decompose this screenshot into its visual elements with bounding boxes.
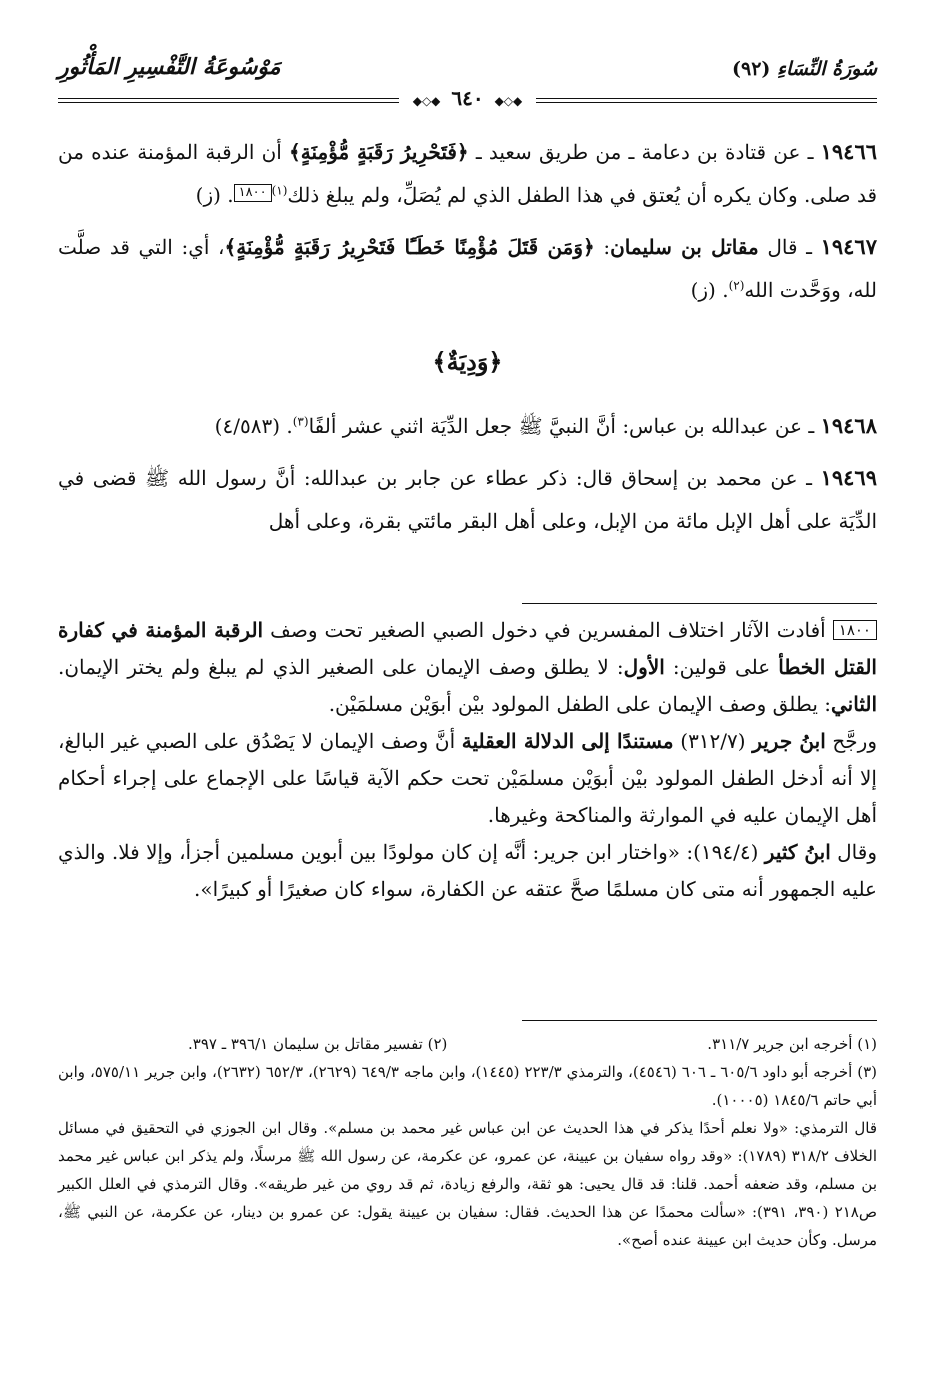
footnotes-separator xyxy=(522,1020,877,1021)
commentary-ref-box[interactable]: ١٨٠٠ xyxy=(234,184,272,202)
text-bold: مستندًا إلى الدلالة العقلية xyxy=(461,729,674,753)
narrator-name: مقاتل بن سليمان xyxy=(610,235,759,259)
commentary-number-box: ١٨٠٠ xyxy=(833,620,877,640)
quran-quote: ﴿فَتَحْرِيرُ رَقَبَةٍ مُّؤْمِنَةٍ﴾ xyxy=(289,140,469,164)
narration-19469 xyxy=(58,456,877,543)
section-title: ﴿وَدِيَةٌ﴾ xyxy=(432,347,503,376)
narration-19466 xyxy=(58,130,877,217)
text: . (٤/٥٨٣) xyxy=(214,414,293,438)
text: . (ز) xyxy=(690,278,729,302)
page-number xyxy=(399,86,537,110)
footnote-ref[interactable]: (٣) xyxy=(292,414,309,429)
text: ـ عن قتادة بن دعامة ـ من طريق سعيد ـ xyxy=(468,140,821,164)
footnote-row xyxy=(58,1030,877,1058)
text: (١٩٤/٤): «واختار ابن جرير: أنَّه إن كان مولودًا بين أبوين مسلمين أجزأ، وإلا فلا. والذي عليه الجمهور أنه متى كان مسلمًا صحَّ عتقه عن الكفارة، سواء كان صغيرًا أو كبيرًا». xyxy=(58,840,877,901)
narration-number: ١٩٤٦٦ xyxy=(820,139,878,164)
commentary-block xyxy=(58,612,877,908)
text: ، أي: التي قد صلَّت لله، ووَحَّدت الله xyxy=(58,235,877,302)
text: ورجَّح xyxy=(825,729,877,753)
footnote-ref[interactable]: (٢) xyxy=(728,278,745,293)
text: وقال xyxy=(830,840,877,864)
ornament-icon: ◆◇◆ xyxy=(412,94,441,108)
text-bold: ابنُ كثير xyxy=(764,840,831,864)
text: ـ قال xyxy=(758,235,821,259)
ornament-icon: ◆◇◆ xyxy=(494,94,523,108)
verse-number: (٩٢) xyxy=(731,58,771,80)
footnote-3-comment: قال الترمذي: «ولا نعلم أحدًا يذكر في هذا الحديث عن ابن عباس غير محمد بن مسلم». وقال ابن الجوزي في التحقيق في مسائل الخلاف ٣١٨/٢ (١٧٨٩): «وقد رواه سفيان بن عيينة، عن عمرو، عن عكرمة، عن رسول الله ﷺ مرسلًا، ولم يذكر ابن عباس غير محمد بن مسلم، وقد ضعفه أحمد. قلنا: قد قال يحيى: هو ثقة، والرفع زيادة، ثم قد روي من غير طريقه». وقال الترمذي في العلل الكبير ص٢١٨ (٣٩٠، ٣٩١): «سألت محمدًا عن هذا الحديث. فقال: سفيان بن عيينة يقول: عن عمرو بن دينار، عن عكرمة، عن النبي ﷺ، مرسل. وكأن حديث ابن عيينة عنده أصح». xyxy=(58,1119,877,1249)
narration-number: ١٩٤٦٧ xyxy=(820,234,877,259)
book-title: مَوْسُوعَةُ التَّفْسِيرِ المَأْثُورِ xyxy=(58,54,281,80)
footnote-2: (٢) تفسير مقاتل بن سليمان ٣٩٦/١ ـ ٣٩٧. xyxy=(188,1035,448,1053)
commentary-paragraph-1 xyxy=(58,612,877,723)
text: : يطلق وصف الإيمان على الطفل المولود بيْن أبوَيْن مسلمَيْن. xyxy=(328,692,831,716)
text: على قولين: xyxy=(664,655,779,679)
main-text xyxy=(58,130,877,551)
narration-number: ١٩٤٦٩ xyxy=(820,465,877,490)
commentary-separator xyxy=(522,603,877,604)
text-bold: الرقبة المؤمنة في كفارة القتل الخطأ xyxy=(58,618,877,679)
footnotes xyxy=(58,1030,877,1254)
surah-heading xyxy=(732,58,877,80)
commentary-paragraph-3 xyxy=(58,834,877,908)
text: أن الرقبة المؤمنة عنده من قد صلى. وكان يكره أن يُعتق في هذا الطفل الذي لم يُصَلِّ، ولم يبلغ ذلك xyxy=(58,140,877,207)
text: ـ عن محمد بن إسحاق قال: ذكر عطاء عن جابر بن عبدالله: أنَّ رسول الله ﷺ قضى في الدِّيَة على أهل الإبل مائة من الإبل، وعلى أهل البقر مائتي بقرة، وعلى أهل xyxy=(58,466,877,533)
text: : لا يطلق وصف الإيمان على الصغير الذي لم يبلغ ولم يختر الإيمان. xyxy=(58,655,624,679)
commentary-paragraph-2 xyxy=(58,723,877,834)
page-header xyxy=(58,40,877,110)
page-number-text: ٦٤٠ xyxy=(451,86,484,110)
footnote-1: (١) أخرجه ابن جرير ٣١١/٧. xyxy=(707,1035,877,1053)
text-bold: الأول xyxy=(623,655,665,679)
text: : xyxy=(594,235,611,259)
text: (٣١٢/٧) xyxy=(673,729,753,753)
narration-number: ١٩٤٦٨ xyxy=(820,413,877,438)
text-bold: ابنُ جرير xyxy=(752,729,826,753)
footnote-3: (٣) أخرجه أبو داود ٦٠٥/٦ ـ ٦٠٦ (٤٥٤٦)، والترمذي ٢٢٣/٣ (١٤٤٥)، وابن ماجه ٦٤٩/٣ (٢٦٢٩)، ٦٥٢/٣ (٢٦٣٢)، وابن جرير ٥٧٥/١١، وابن أبي حاتم ١٨٤٥/٦ (١٠٠٠٥). xyxy=(58,1063,877,1109)
text: . (ز) xyxy=(195,183,234,207)
quran-quote: ﴿وَمَن قَتَلَ مُؤْمِنًا خَطَـًٔا فَتَحْرِيرُ رَقَبَةٍ مُّؤْمِنَةٍ﴾ xyxy=(224,235,595,259)
text: أنَّ وصف الإيمان لا يَصْدُق على الصبي غير البالغ، إلا أنه أدخل الطفل المولود بيْن أبوَيْن مسلمَيْن تحت حكم الآية قياسًا على الإجماع على إجراء أحكام أهل الإيمان عليه في الموارثة والمناكحة وغيرها. xyxy=(58,729,877,827)
footnote-ref[interactable]: (١) xyxy=(271,183,288,198)
text: ـ عن عبدالله بن عباس: أنَّ النبيَّ ﷺ جعل الدِّيَة اثني عشر ألفًا xyxy=(308,414,821,438)
text-bold: الثاني xyxy=(830,692,877,716)
narration-19468 xyxy=(58,404,877,448)
surah-name: سُورَةُ النِّسَاءِ xyxy=(777,58,877,80)
text: أفادت الآثار اختلاف المفسرين في دخول الصبي الصغير تحت وصف xyxy=(263,618,833,642)
narration-19467 xyxy=(58,225,877,312)
